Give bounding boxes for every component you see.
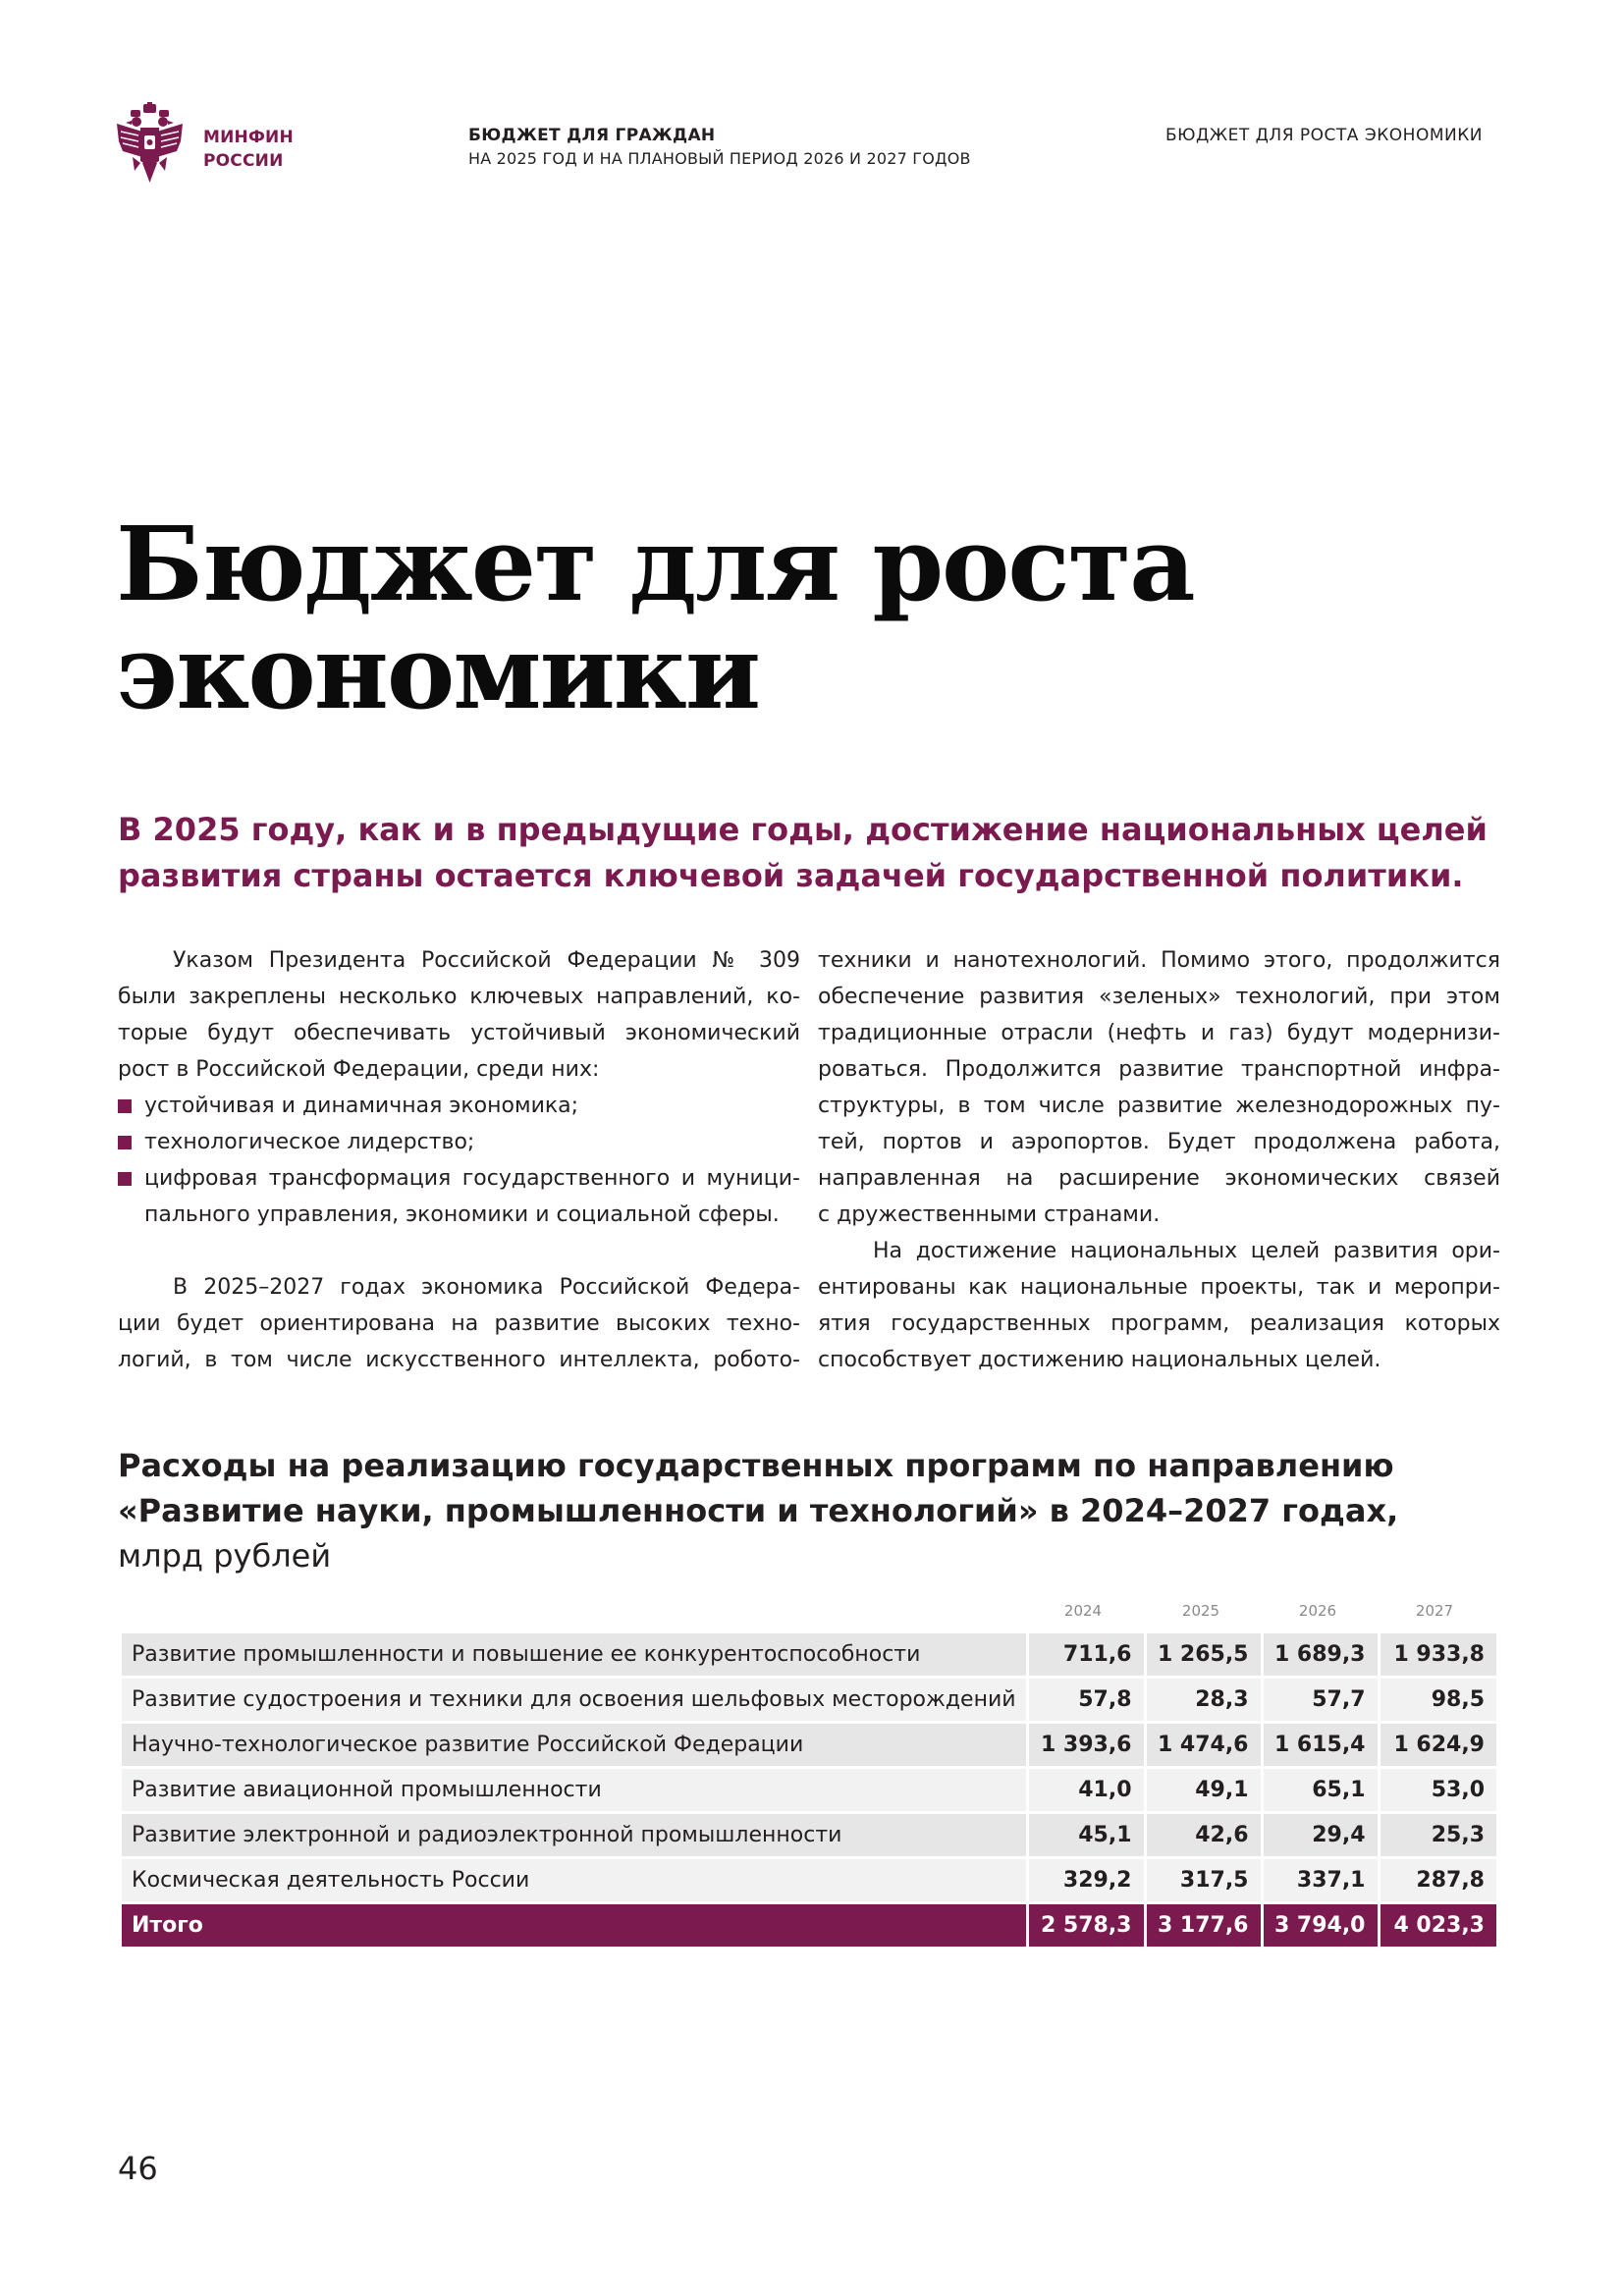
section-label: БЮДЖЕТ ДЛЯ РОСТА ЭКОНОМИКИ <box>1165 126 1483 145</box>
value-cell: 1 689,3 <box>1262 1633 1379 1678</box>
value-cell: 57,7 <box>1262 1678 1379 1723</box>
table-unit: млрд рублей <box>118 1537 332 1575</box>
table-row <box>122 1633 1496 1678</box>
text-line: ятия государственных программ, реализация которых <box>818 1311 1500 1336</box>
text-line: ции будет ориентирована на развитие высоких техно- <box>118 1311 800 1336</box>
value-cell: 45,1 <box>1027 1813 1145 1858</box>
text-line: были закреплены несколько ключевых направлений, ко- <box>118 985 800 1009</box>
program-name: Развитие электронной и радиоэлектронной промышленности <box>122 1813 1027 1858</box>
total-label: Итого <box>122 1903 1027 1949</box>
year-label: 2025 <box>1181 1602 1220 1620</box>
program-name: Развитие авиационной промышленности <box>122 1768 1027 1813</box>
year-label: 2024 <box>1063 1602 1103 1620</box>
program-name: Развитие промышленности и повышение ее конкурентоспособности <box>122 1633 1027 1678</box>
expenditure-table <box>122 1633 1496 1949</box>
value-cell: 287,8 <box>1379 1858 1496 1903</box>
value-cell: 28,3 <box>1145 1678 1262 1723</box>
org-line-1: МИНФИН <box>203 128 294 147</box>
total-value-cell: 3 794,0 <box>1262 1903 1379 1949</box>
text-line: На достижение национальных целей развития ори- <box>873 1239 1500 1263</box>
value-cell: 49,1 <box>1145 1768 1262 1813</box>
table-row <box>122 1858 1496 1903</box>
value-cell: 1 615,4 <box>1262 1723 1379 1768</box>
text-line: структуры, в том числе развитие железнодорожных пу- <box>818 1094 1500 1118</box>
value-cell: 711,6 <box>1027 1633 1145 1678</box>
publication-period: НА 2025 ГОД И НА ПЛАНОВЫЙ ПЕРИОД 2026 И 2027 ГОДОВ <box>468 149 971 168</box>
value-cell: 1 624,9 <box>1379 1723 1496 1768</box>
org-name <box>203 126 294 173</box>
table-row <box>122 1723 1496 1768</box>
program-name: Космическая деятельность России <box>122 1858 1027 1903</box>
lead-line-1: В 2025 году, как и в предыдущие годы, достижение национальных целей <box>118 811 1488 848</box>
table-row <box>122 1813 1496 1858</box>
program-name: Развитие судостроения и техники для освоения шельфовых месторождений <box>122 1678 1027 1723</box>
text-line: обеспечение развития «зеленых» технологий, при этом <box>818 985 1500 1009</box>
total-value-cell: 4 023,3 <box>1379 1903 1496 1949</box>
text-line: торые будут обеспечивать устойчивый экономический <box>118 1021 800 1045</box>
bullet-item: устойчивая и динамичная экономика; <box>118 1088 800 1124</box>
page-title-line-1: Бюджет для роста <box>116 504 1194 624</box>
text-line: техники и нанотехнологий. Помимо этого, продолжится <box>818 948 1500 973</box>
table-title-line-2: «Развитие науки, промышленности и технологий» в 2024–2027 годах, <box>118 1492 1399 1529</box>
year-label: 2026 <box>1298 1602 1337 1620</box>
value-cell: 1 474,6 <box>1145 1723 1262 1768</box>
value-cell: 98,5 <box>1379 1678 1496 1723</box>
value-cell: 65,1 <box>1262 1768 1379 1813</box>
bullet-item-continuation: пального управления, экономики и социальной сферы. <box>144 1202 780 1227</box>
text-line: направленная на расширение экономических связей <box>818 1166 1500 1191</box>
text-line: с дружественными странами. <box>818 1202 1161 1227</box>
body-column-left <box>118 942 800 1378</box>
page-title-line-2: экономики <box>116 612 760 732</box>
value-cell: 57,8 <box>1027 1678 1145 1723</box>
double-headed-eagle-icon <box>113 102 187 185</box>
page-title <box>116 504 1392 732</box>
lead-line-2: развития страны остается ключевой задачей государственной политики. <box>118 857 1464 894</box>
table-title-line-1: Расходы на реализацию государственных программ по направлению <box>118 1447 1394 1484</box>
table-row <box>122 1678 1496 1723</box>
lead-paragraph <box>118 807 1512 899</box>
value-cell: 1 265,5 <box>1145 1633 1262 1678</box>
value-cell: 329,2 <box>1027 1858 1145 1903</box>
text-line: способствует достижению национальных целей. <box>818 1348 1381 1372</box>
text-line: логий, в том числе искусственного интеллекта, робото- <box>118 1348 800 1372</box>
value-cell: 317,5 <box>1145 1858 1262 1903</box>
total-value-cell: 2 578,3 <box>1027 1903 1145 1949</box>
table-total-row <box>122 1903 1496 1949</box>
table-title <box>118 1443 1512 1578</box>
value-cell: 1 393,6 <box>1027 1723 1145 1768</box>
year-label: 2027 <box>1415 1602 1454 1620</box>
page-number: 46 <box>118 2150 158 2187</box>
value-cell: 53,0 <box>1379 1768 1496 1813</box>
value-cell: 337,1 <box>1262 1858 1379 1903</box>
text-line: традиционные отрасли (нефть и газ) будут модернизи- <box>818 1021 1500 1045</box>
text-line: Указом Президента Российской Федерации № 309 <box>173 948 800 973</box>
text-line: роваться. Продолжится развитие транспортной инфра- <box>818 1057 1500 1082</box>
value-cell: 29,4 <box>1262 1813 1379 1858</box>
program-name: Научно-технологическое развитие Российской Федерации <box>122 1723 1027 1768</box>
value-cell: 1 933,8 <box>1379 1633 1496 1678</box>
publication-title <box>468 124 971 171</box>
bullet-item: технологическое лидерство; <box>118 1124 800 1160</box>
total-value-cell: 3 177,6 <box>1145 1903 1262 1949</box>
page-header <box>0 102 1624 190</box>
value-cell: 41,0 <box>1027 1768 1145 1813</box>
bullet-item: цифровая трансформация государственного и муници- <box>118 1160 800 1197</box>
text-line: В 2025–2027 годах экономика Российской Федера- <box>173 1275 800 1300</box>
publication-name: БЮДЖЕТ ДЛЯ ГРАЖДАН <box>468 126 716 145</box>
text-line: ентированы как национальные проекты, так и меропри- <box>818 1275 1500 1300</box>
value-cell: 25,3 <box>1379 1813 1496 1858</box>
org-line-2: РОССИИ <box>203 151 284 171</box>
body-column-right <box>818 942 1500 1378</box>
text-line: рост в Российской Федерации, среди них: <box>118 1057 600 1082</box>
value-cell: 42,6 <box>1145 1813 1262 1858</box>
text-line: тей, портов и аэропортов. Будет продолжена работа, <box>818 1130 1500 1154</box>
table-row <box>122 1768 1496 1813</box>
